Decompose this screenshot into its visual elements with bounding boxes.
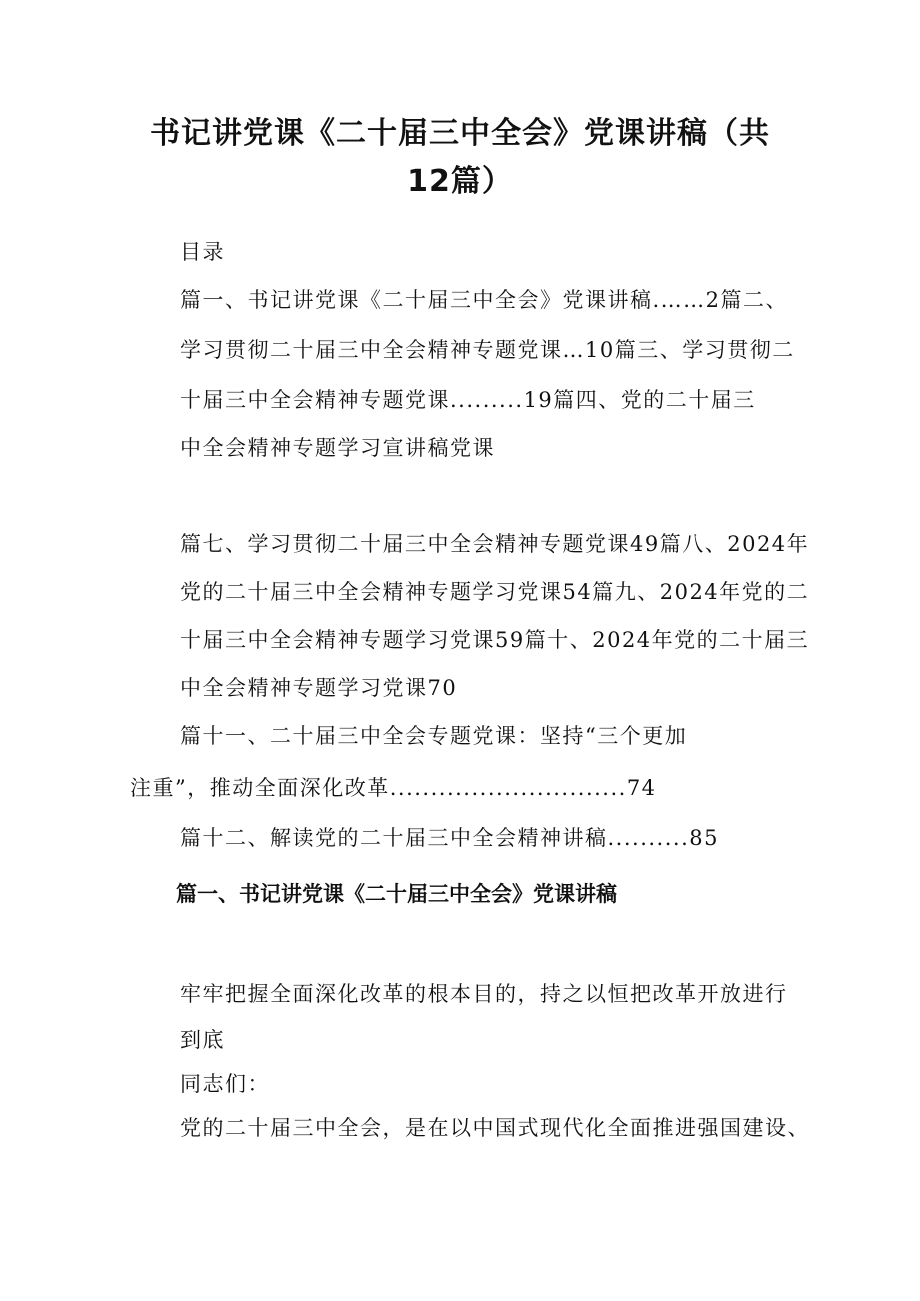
- document-title-line-1: 书记讲党课《二十届三中全会》党课讲稿（共: [150, 116, 770, 151]
- toc-line[interactable]: 中全会精神专题学习宣讲稿党课: [180, 436, 495, 460]
- toc-line[interactable]: 篇十二、解读党的二十届三中全会精神讲稿..........85: [180, 826, 719, 850]
- toc-line[interactable]: 十届三中全会精神专题学习党课59篇十、2024年党的二十届三: [180, 628, 810, 652]
- body-paragraph: 党的二十届三中全会，是在以中国式现代化全面推进强国建设、: [180, 1116, 810, 1140]
- toc-line[interactable]: 中全会精神专题学习党课70: [180, 676, 458, 700]
- section-subtitle-line: 牢牢把握全面深化改革的根本目的，持之以恒把改革开放进行: [180, 982, 788, 1006]
- section-subtitle-line: 到底: [180, 1028, 225, 1052]
- greeting: 同志们：: [180, 1072, 270, 1096]
- section-heading: 篇一、书记讲党课《二十届三中全会》党课讲稿: [176, 882, 617, 906]
- toc-line[interactable]: 党的二十届三中全会精神专题学习党课54篇九、2024年党的二: [180, 580, 810, 604]
- toc-heading: 目录: [180, 240, 225, 264]
- toc-line[interactable]: 学习贯彻二十届三中全会精神专题党课…10篇三、学习贯彻二: [180, 338, 795, 362]
- document-title: [120, 110, 800, 206]
- toc-line[interactable]: 十届三中全会精神专题党课.........19篇四、党的二十届三: [180, 388, 756, 412]
- document-title-line-2: 12篇）: [407, 164, 513, 199]
- toc-line[interactable]: 注重”，推动全面深化改革.............................74: [130, 776, 657, 800]
- toc-line[interactable]: 篇一、书记讲党课《二十届三中全会》党课讲稿.……2篇二、: [180, 288, 789, 312]
- toc-line[interactable]: 篇十一、二十届三中全会专题党课：坚持“三个更加: [180, 724, 688, 748]
- toc-line[interactable]: 篇七、学习贯彻二十届三中全会精神专题党课49篇八、2024年: [180, 532, 810, 556]
